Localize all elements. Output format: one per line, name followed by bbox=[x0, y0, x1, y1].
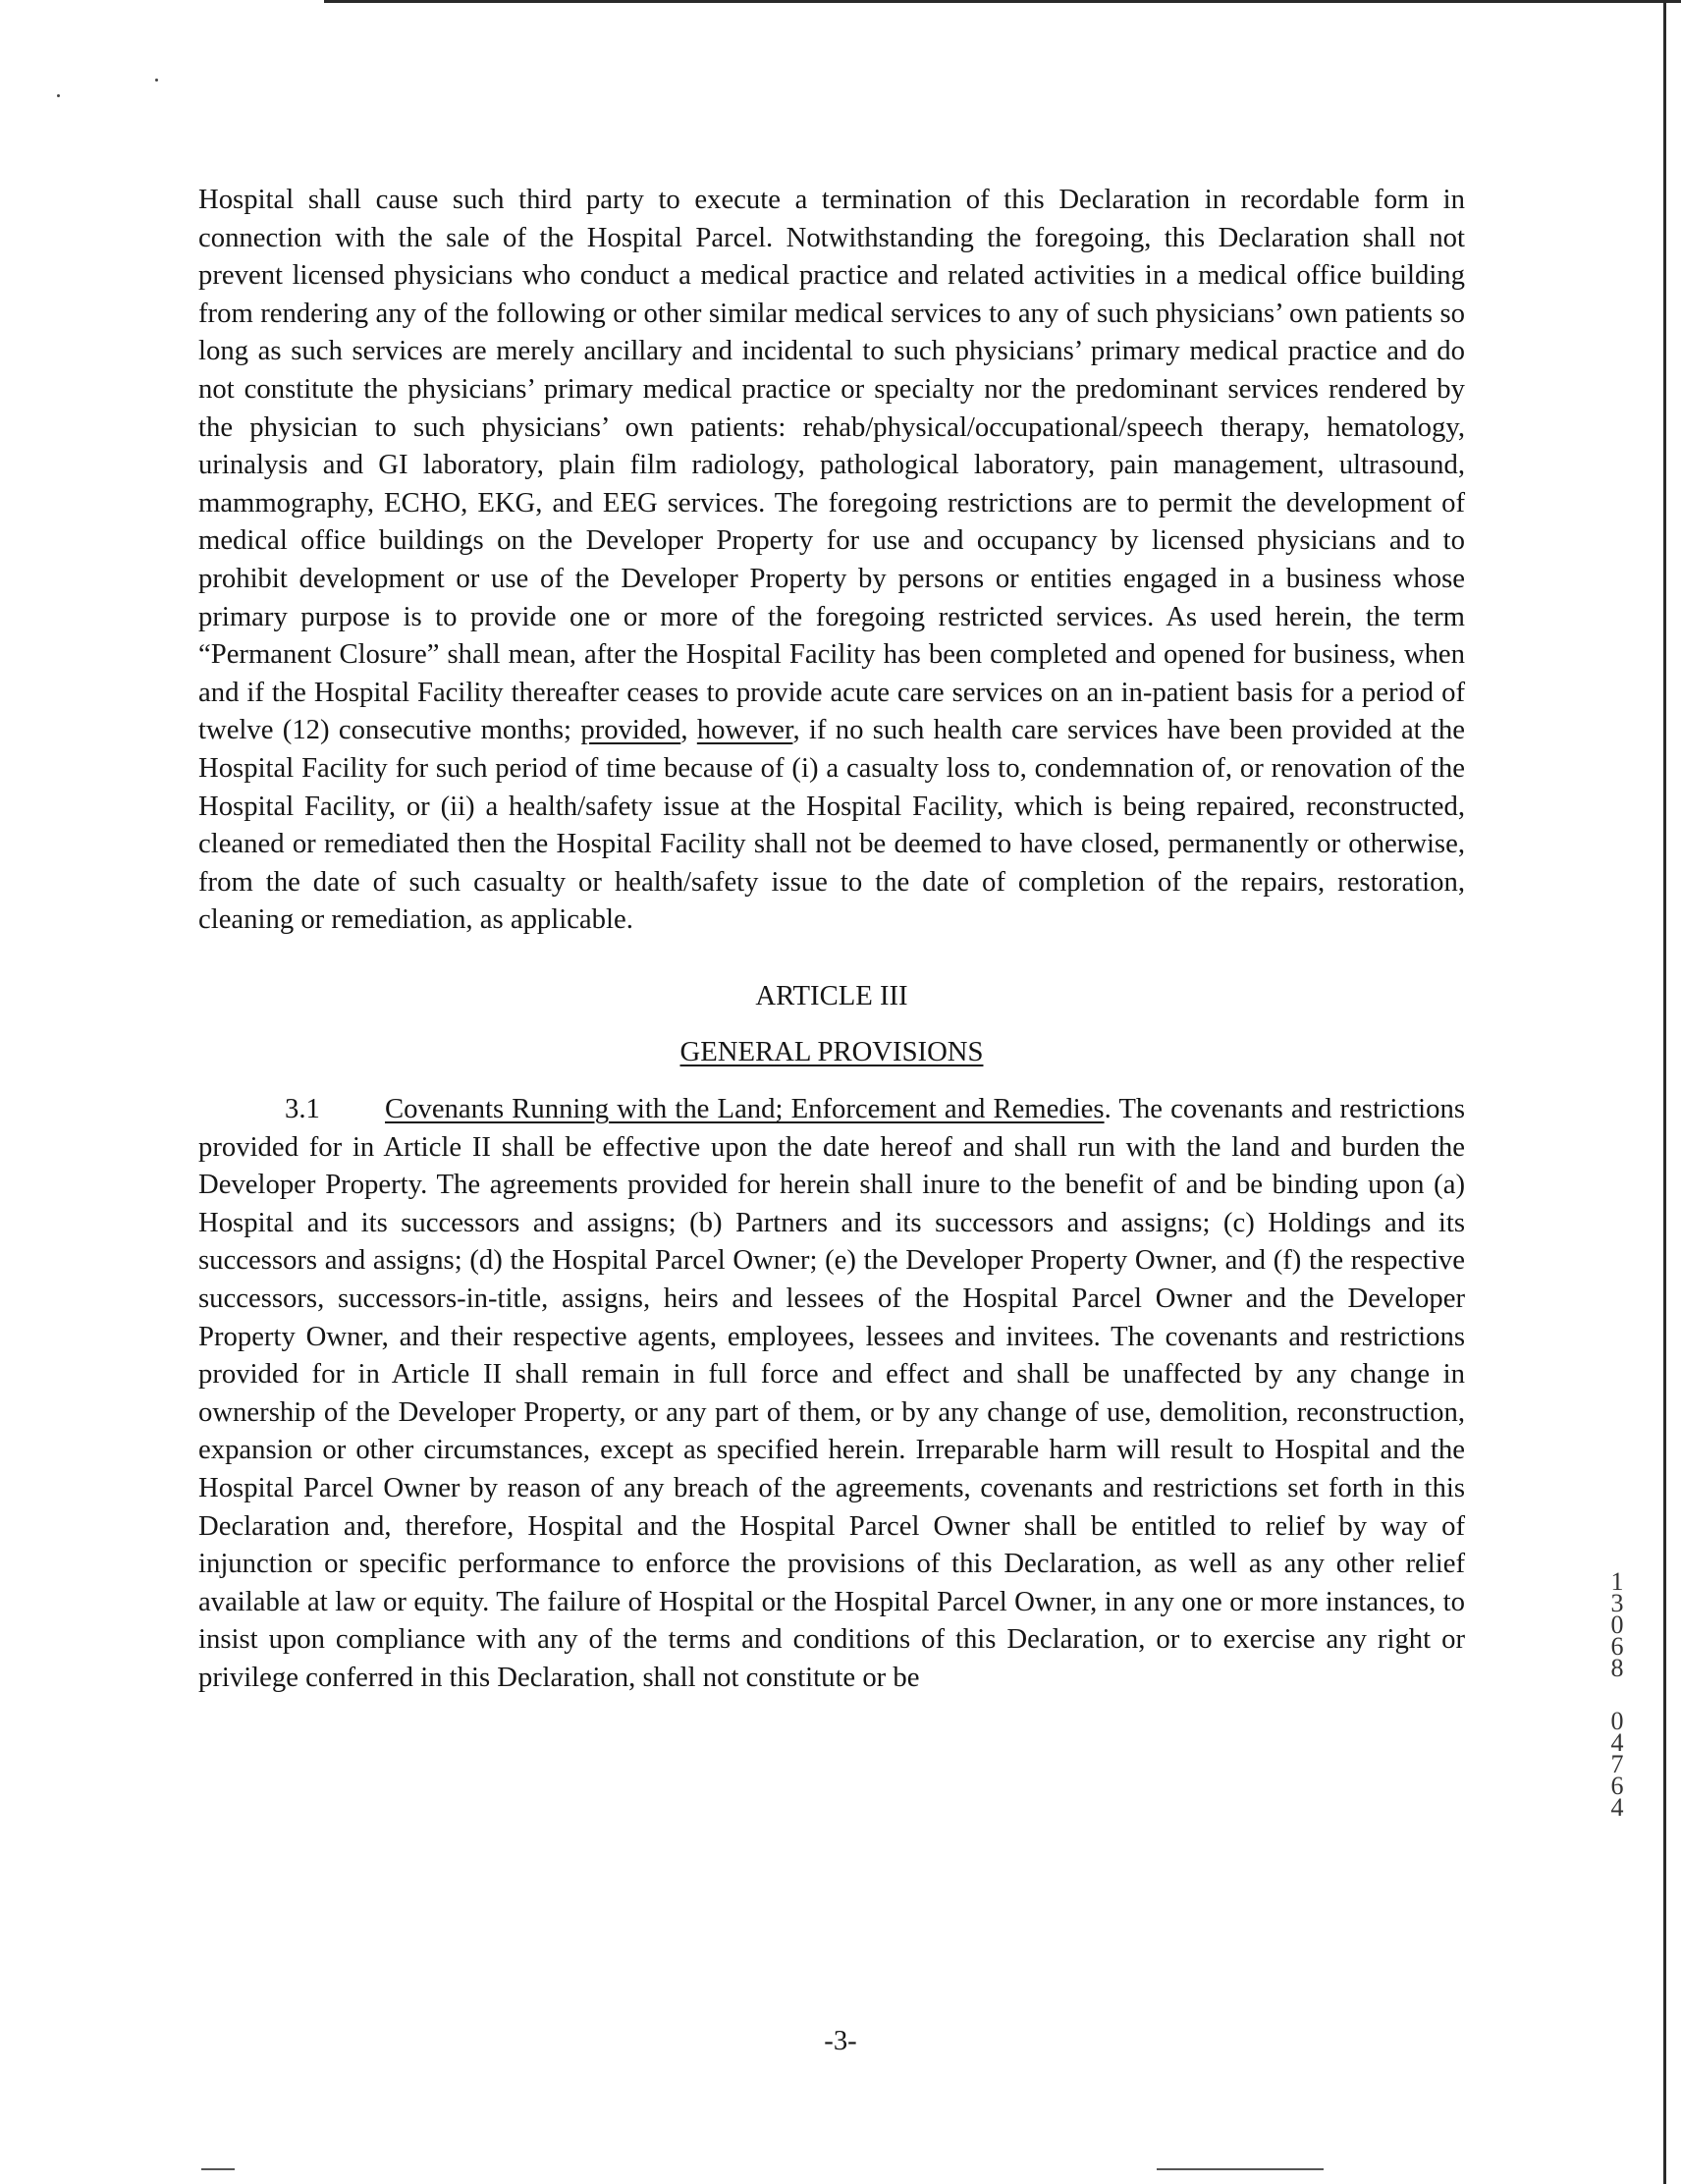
stamp-digit: 8 bbox=[1610, 1654, 1624, 1682]
paragraph-closing-text: , if no such health care services have been provided at the Hospital Facility for such period of time because of (i) a casualty loss to, condemnation of, or renovation of the Hospital Facility, or (ii) a health/safety issue at the Hospital Facility, which is being repaired, reconstructed, cleaned or remediated then the Hospital Facility shall not be deemed to have closed, permanently or otherwise, from the date of such casualty or health/safety issue to the date of completion of the repairs, restoration, cleaning or remediation, as applicable. bbox=[198, 714, 1466, 936]
stamp-digit: 6 bbox=[1610, 1772, 1624, 1800]
recording-stamp bbox=[1602, 1567, 1632, 1822]
section-number: 3.1 bbox=[285, 1093, 320, 1125]
section-body: The covenants and restrictions provided for in Article II shall be effective upon the date hereof and shall run with the land and burden the Developer Property. The agreements provided for herein shall inure to the benefit of and be binding upon (a) Hospital and its successors and assigns; (b) Partners and its successors and assigns; (c) Holdings and its successors and assigns; (d) the Hospital Parcel Owner; (e) the Developer Property Owner, and (f) the respective successors, successors-in-title, assigns, heirs and lessees of the Hospital Parcel Owner and the Developer Property Owner, and their respective agents, employees, lessees and invitees. The covenants and restrictions provided for in Article II shall remain in full force and effect and shall be unaffected by any change in ownership of the Developer Property, or any part of them, or by any change of use, demolition, reconstruction, expansion or other circumstances, except as specified herein. Irreparable harm will result to Hospital and the Hospital Parcel Owner by reason of any breach of the agreements, covenants and restrictions set forth in this Declaration and, therefore, Hospital and the Hospital Parcel Owner shall be entitled to relief by way of injunction or specific performance to enforce the provisions of this Declaration, as well as any other relief available at law or equity. The failure of Hospital or the Hospital Parcel Owner, in any one or more instances, to insist upon compliance with any of the terms and conditions of this Declaration, or to exercise any right or privilege conferred in this Declaration, shall not constitute or be bbox=[198, 1093, 1465, 1693]
however-underlined: however bbox=[696, 714, 793, 746]
section-title-period: . bbox=[1104, 1093, 1112, 1125]
article-heading: ARTICLE III bbox=[755, 979, 908, 1011]
section-3-1-paragraph bbox=[198, 1090, 1465, 1697]
stamp-digit: 3 bbox=[1610, 1589, 1624, 1617]
scan-speck bbox=[155, 79, 158, 82]
page-number: -3- bbox=[824, 2025, 857, 2056]
scan-right-edge bbox=[1663, 0, 1666, 2184]
section-title: Covenants Running with the Land; Enforcement and Remedies bbox=[385, 1093, 1105, 1125]
scan-footer-mark bbox=[201, 2168, 235, 2170]
stamp-digit: 7 bbox=[1610, 1750, 1624, 1778]
stamp-digit: 0 bbox=[1610, 1707, 1624, 1735]
document-body bbox=[198, 181, 1465, 1697]
stamp-digit: 0 bbox=[1610, 1611, 1624, 1639]
stamp-digit: 1 bbox=[1610, 1567, 1624, 1596]
paragraph-text: Hospital shall cause such third party to execute a termination of this Declaration in recordable form in connection with the sale of the Hospital Parcel. Notwithstanding the foregoing, this Declaration shall not prevent licensed physicians who conduct a medical practice and related activities in a medical office building from rendering any of the following or other similar medical services to any of such physicians’ own patients so long as such services are merely ancillary and incidental to such physicians’ primary medical practice and do not constitute the physicians’ primary medical practice or specialty nor the predominant services rendered by the physician to such physicians’ own patients: rehab/physical/occupational/speech therapy, hematology, urinalysis and GI laboratory, plain film radiology, pathological laboratory, pain management, ultrasound, mammography, ECHO, EKG, and EEG services. The foregoing restrictions are to permit the development of medical office buildings on the Developer Property for use and occupancy by licensed physicians and to prohibit development or use of the Developer Property by persons or entities engaged in a business whose primary purpose is to provide one or more of the foregoing restricted services. As used herein, the term “Permanent Closure” shall mean, after the Hospital Facility has been completed and opened for business, when and if the Hospital Facility thereafter ceases to provide acute care services on an in-patient basis for a period of twelve (12) consecutive months; bbox=[198, 184, 1465, 746]
comma: , bbox=[680, 714, 688, 746]
scan-footer-line bbox=[1157, 2168, 1324, 2170]
provided-underlined: provided bbox=[580, 714, 681, 746]
article-title-text: GENERAL PROVISIONS bbox=[679, 1036, 984, 1068]
stamp-digit: 4 bbox=[1610, 1793, 1624, 1822]
scan-top-edge bbox=[324, 0, 1681, 3]
article-title bbox=[198, 1033, 1465, 1071]
continuation-paragraph bbox=[198, 181, 1465, 939]
stamp-digit: 6 bbox=[1610, 1632, 1624, 1661]
scan-speck bbox=[57, 94, 60, 97]
stamp-digit: 4 bbox=[1610, 1728, 1624, 1757]
